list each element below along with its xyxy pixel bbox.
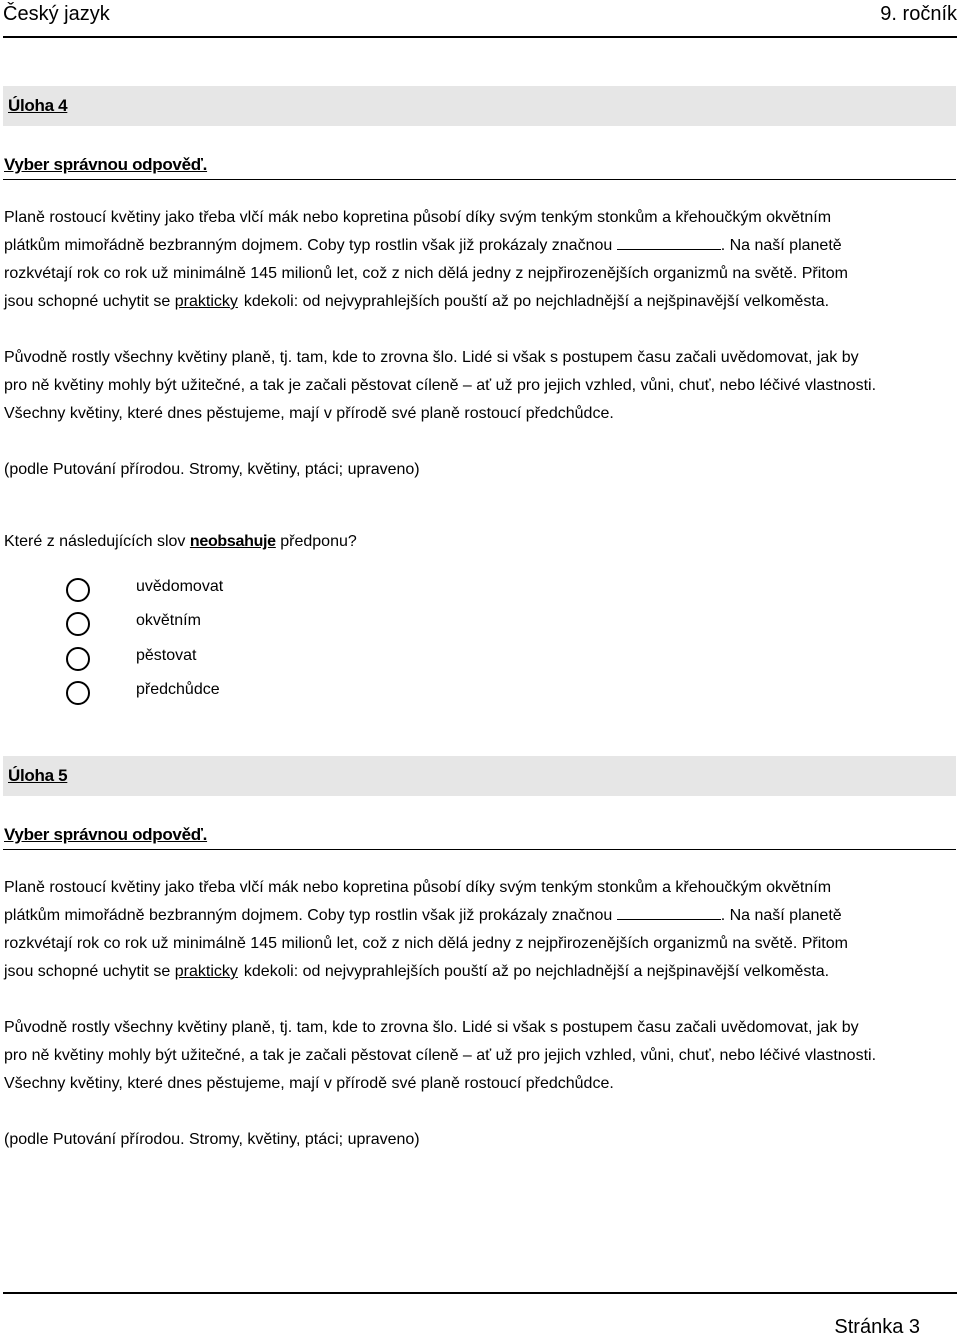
- task-5-instruction: [3, 823, 956, 850]
- option-1[interactable]: [66, 576, 366, 606]
- option-label: uvědomovat: [136, 578, 224, 595]
- option-label: předchůdce: [136, 681, 220, 698]
- gap-blank: [617, 905, 721, 920]
- task-4-header: [3, 86, 956, 126]
- footer-divider: [3, 1292, 957, 1294]
- text-line: rozkvétají rok co rok už minimálně 145 milionů let, což z nich dělá jedny z nejpřirozenějších organizmů na světě. Přitom: [4, 935, 848, 952]
- grade-label: 9. ročník: [880, 3, 957, 25]
- text-line: Všechny květiny, které dnes pěstujeme, mají v přírodě své planě rostoucí předchůdce.: [4, 405, 614, 422]
- task-4-text: [4, 204, 960, 316]
- gap-blank: [617, 235, 721, 250]
- text-line: pro ně květiny mohly být užitečné, a tak je začali pěstovat cíleně – ať už pro jejich vzhled, vůni, chuť, nebo léčivé vlastnosti.: [4, 1047, 877, 1064]
- task-5-title: Úloha 5: [8, 766, 68, 785]
- option-label: okvětním: [136, 612, 201, 629]
- text-line: Všechny květiny, které dnes pěstujeme, mají v přírodě své planě rostoucí předchůdce.: [4, 1075, 614, 1092]
- task-5-source: (podle Putování přírodou. Stromy, květiny, ptáci; upraveno): [4, 1131, 420, 1148]
- text-line: Planě rostoucí květiny jako třeba vlčí mák nebo kopretina působí díky svým tenkým stonkům a křehoučkým okvětním: [4, 209, 832, 226]
- task-4-instruction-text: Vyber správnou odpověď.: [4, 155, 208, 174]
- task-5-header: [3, 756, 956, 796]
- option-3[interactable]: [66, 645, 366, 675]
- task-4-instruction: [3, 153, 956, 180]
- task-4-question: Které z následujících slov neobsahuje předponu?: [4, 533, 357, 550]
- task-5-text: [4, 874, 960, 986]
- text-line: pro ně květiny mohly být užitečné, a tak je začali pěstovat cíleně – ať už pro jejich vzhled, vůni, chuť, nebo léčivé vlastnosti.: [4, 377, 877, 394]
- task-4-text-2: [4, 344, 960, 428]
- text-line: plátkům mimořádně bezbranným dojmem. Coby typ rostlin však již prokázaly značnou . Na naší planetě: [4, 237, 842, 254]
- task-4-source: (podle Putování přírodou. Stromy, květiny, ptáci; upraveno): [4, 461, 420, 478]
- underlined-word: prakticky: [174, 963, 238, 980]
- task-5-instruction-text: Vyber správnou odpověď.: [4, 825, 208, 844]
- text-line: Původně rostly všechny květiny planě, tj. tam, kde to zrovna šlo. Lidé si však s postupem času začali uvědomovat, jak by: [4, 349, 859, 366]
- text-line: jsou schopné uchytit se prakticky kdekoli: od nejvyprahlejších pouští až po nejchladnější a nejšpinavější velkoměsta.: [4, 963, 830, 980]
- text-line: plátkům mimořádně bezbranným dojmem. Coby typ rostlin však již prokázaly značnou . Na naší planetě: [4, 907, 842, 924]
- radio-button[interactable]: [66, 612, 90, 636]
- option-label: pěstovat: [136, 647, 197, 664]
- text-line: jsou schopné uchytit se prakticky kdekoli: od nejvyprahlejších pouští až po nejchladnější a nejšpinavější velkoměsta.: [4, 293, 830, 310]
- option-4[interactable]: [66, 679, 366, 709]
- task-5-text-2: [4, 1014, 960, 1098]
- radio-button[interactable]: [66, 681, 90, 705]
- text-line: rozkvétají rok co rok už minimálně 145 milionů let, což z nich dělá jedny z nejpřirozenějších organizmů na světě. Přitom: [4, 265, 848, 282]
- page-number: Stránka 3: [834, 1316, 920, 1338]
- text-line: Planě rostoucí květiny jako třeba vlčí mák nebo kopretina působí díky svým tenkým stonkům a křehoučkým okvětním: [4, 879, 832, 896]
- radio-button[interactable]: [66, 578, 90, 602]
- task-4-title: Úloha 4: [8, 96, 68, 115]
- page-header: [3, 0, 957, 38]
- text-line: Původně rostly všechny květiny planě, tj. tam, kde to zrovna šlo. Lidé si však s postupem času začali uvědomovat, jak by: [4, 1019, 859, 1036]
- subject-title: Český jazyk: [3, 3, 110, 25]
- underlined-word: prakticky: [174, 293, 238, 310]
- option-2[interactable]: [66, 610, 366, 640]
- radio-button[interactable]: [66, 647, 90, 671]
